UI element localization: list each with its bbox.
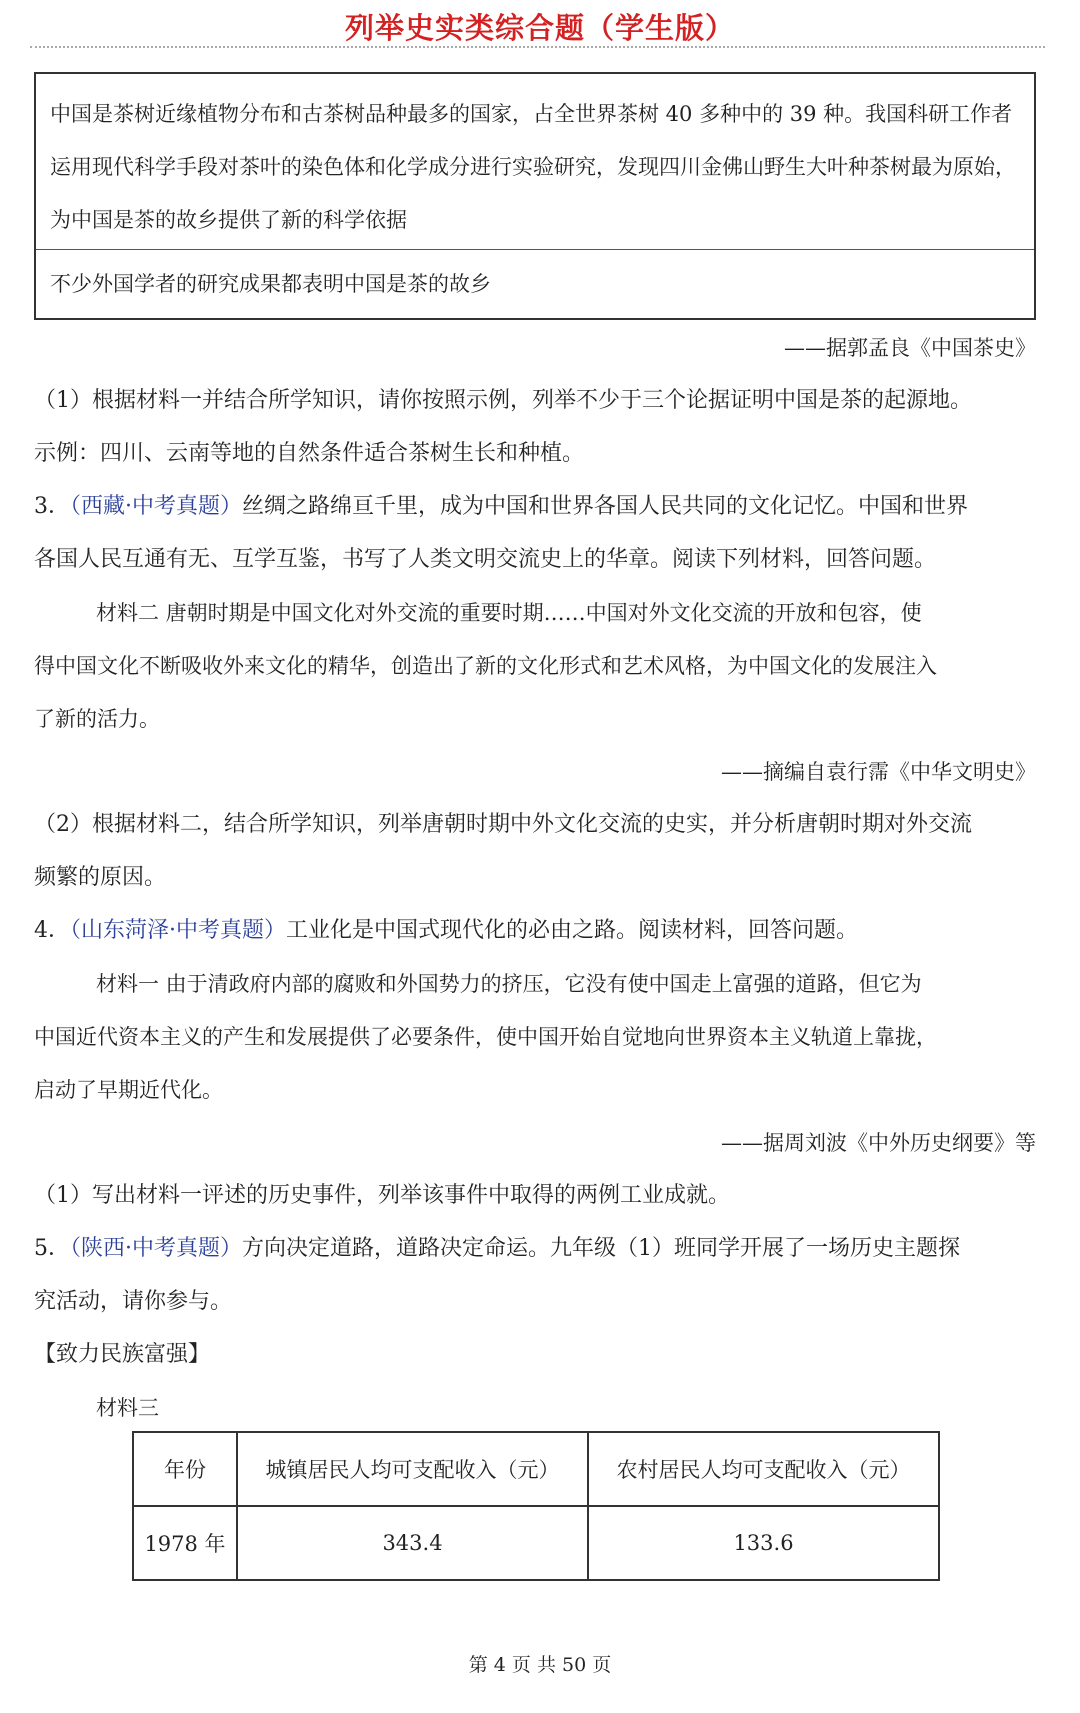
example-text: 示例：四川、云南等地的自然条件适合茶树生长和种植。 xyxy=(34,441,585,466)
question-source-tag: （西藏·中考真题） xyxy=(70,494,242,519)
table-header-cell: 农村居民人均可支配收入（元） xyxy=(588,1432,939,1506)
table-cell: 1978 年 xyxy=(133,1506,237,1580)
material-box xyxy=(34,72,1036,320)
source-citation: ——据周刘波《中外历史纲要》等 xyxy=(721,1131,1036,1155)
question-5-stem-line-2: 究活动，请你参与。 xyxy=(34,1289,233,1314)
question-3-stem xyxy=(34,492,968,522)
question-stem-text: 方向决定道路，道路决定命运。九年级（1）班同学开展了一场历史主题探 xyxy=(242,1236,960,1261)
material-2-line-1: 材料二 唐朝时期是中国文化对外交流的重要时期……中国对外文化交流的开放和包容，使 xyxy=(96,601,922,625)
question-number: 3． xyxy=(34,494,70,519)
question-stem-text: 丝绸之路绵亘千里，成为中国和世界各国人民共同的文化记忆。中国和世界 xyxy=(242,494,969,519)
material-1-line-1: 材料一 由于清政府内部的腐败和外国势力的挤压，它没有使中国走上富强的道路，但它为 xyxy=(96,972,922,996)
sub-question-line-2: 频繁的原因。 xyxy=(34,865,167,890)
table-header-cell: 城镇居民人均可支配收入（元） xyxy=(237,1432,588,1506)
table-cell: 343.4 xyxy=(237,1506,588,1580)
question-3-stem-line-2: 各国人民互通有无、互学互鉴，书写了人类文明交流史上的华章。阅读下列材料，回答问题。 xyxy=(34,547,937,572)
material-2-line-3: 了新的活力。 xyxy=(34,707,160,731)
question-source-tag: （陕西·中考真题） xyxy=(70,1236,242,1261)
material-1-line-3: 启动了早期近代化。 xyxy=(34,1078,223,1102)
sub-question: （2）根据材料二，结合所学知识，列举唐朝时期中外文化交流的史实，并分析唐朝时期对外交流 xyxy=(34,812,973,837)
material-1-line-2: 中国近代资本主义的产生和发展提供了必要条件，使中国开始自觉地向世界资本主义轨道上靠拢， xyxy=(34,1025,937,1049)
question-stem-text: 工业化是中国式现代化的必由之路。阅读材料，回答问题。 xyxy=(286,918,859,943)
material-box-cell-1: 中国是茶树近缘植物分布和古茶树品种最多的国家，占全世界茶树 40 多种中的 39 种。我国科研工作者运用现代科学手段对茶叶的染色体和化学成分进行实验研究，发现四川金佛山野生大叶种茶树最为原始，为中国是茶的故乡提供了新的科学依据 xyxy=(36,74,1034,250)
question-4-stem xyxy=(34,916,858,946)
source-citation: ——据郭孟良《中国茶史》 xyxy=(784,336,1036,360)
table-row xyxy=(133,1506,939,1580)
page-title: 列举史实类综合题（学生版） xyxy=(344,11,735,45)
source-citation: ——摘编自袁行霈《中华文明史》 xyxy=(721,760,1036,784)
table-cell: 133.6 xyxy=(588,1506,939,1580)
income-table xyxy=(132,1431,940,1581)
table-header-row xyxy=(133,1432,939,1506)
section-heading: 【致力民族富强】 xyxy=(34,1342,211,1367)
question-number: 5． xyxy=(34,1236,70,1261)
sub-question: （1）根据材料一并结合所学知识，请你按照示例，列举不少于三个论据证明中国是茶的起源地。 xyxy=(34,388,973,413)
material-box-cell-2: 不少外国学者的研究成果都表明中国是茶的故乡 xyxy=(50,272,491,296)
question-5-stem xyxy=(34,1234,960,1264)
material-3-label: 材料三 xyxy=(96,1396,159,1420)
table-header-cell: 年份 xyxy=(133,1432,237,1506)
sub-question: （1）写出材料一评述的历史事件，列举该事件中取得的两例工业成就。 xyxy=(34,1183,730,1208)
question-source-tag: （山东菏泽·中考真题） xyxy=(70,918,286,943)
material-2-line-2: 得中国文化不断吸收外来文化的精华，创造出了新的文化形式和艺术风格，为中国文化的发展注入 xyxy=(34,654,937,678)
question-number: 4． xyxy=(34,918,70,943)
header-divider xyxy=(30,46,1045,48)
page-number: 第 4 页 共 50 页 xyxy=(468,1654,612,1676)
